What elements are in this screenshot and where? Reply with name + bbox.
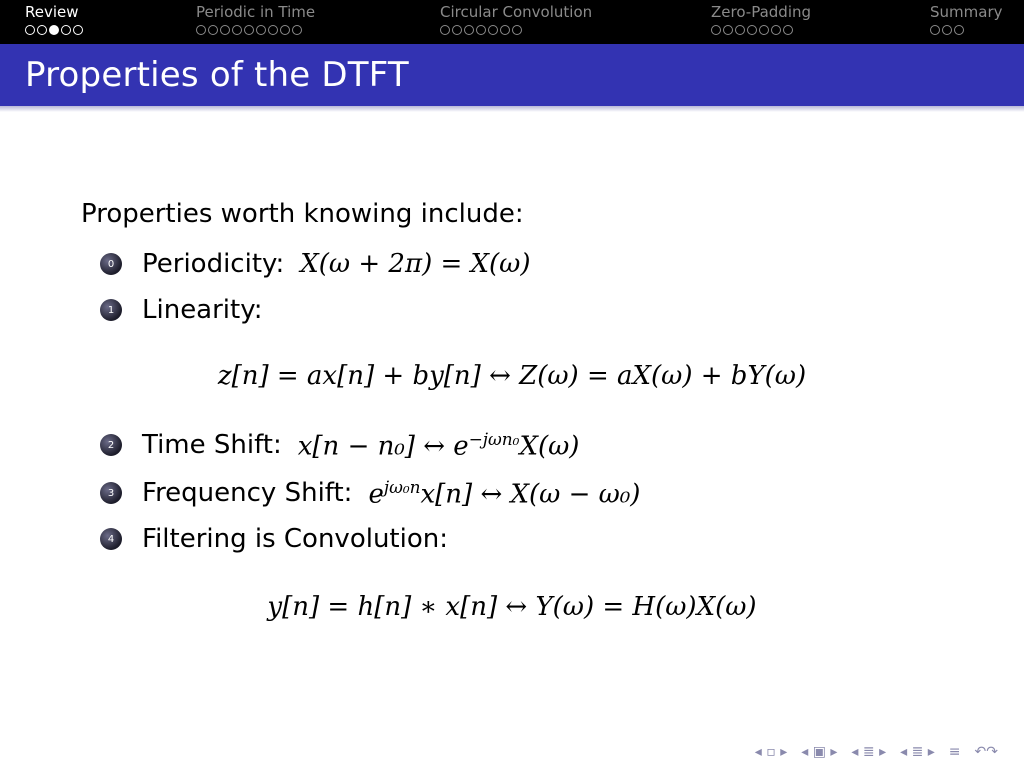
frame-dot[interactable] xyxy=(476,25,486,35)
frame-dot[interactable] xyxy=(280,25,290,35)
frame-dot[interactable] xyxy=(256,25,266,35)
intro-text: Properties worth knowing include: xyxy=(81,199,524,229)
enumerate-bullet: 1 xyxy=(100,299,122,321)
nav-section-title: Summary xyxy=(930,3,1003,21)
frame-dot[interactable] xyxy=(954,25,964,35)
convolution-equation: y[n] = h[n] ∗ x[n] ↔ Y(ω) = H(ω)X(ω) xyxy=(267,592,757,622)
nav-document-icon[interactable]: ◂ ≣ ▸ xyxy=(900,744,935,760)
beamer-navigation-symbols xyxy=(755,744,998,760)
frame-dot[interactable] xyxy=(783,25,793,35)
item-label: Filtering is Convolution: xyxy=(142,524,448,554)
section-navigation-bar xyxy=(0,0,1024,44)
enumerate-bullet: 3 xyxy=(100,482,122,504)
nav-frame-dots xyxy=(196,25,315,35)
item-equation: x[n − n₀] ↔ $e^{-j\omega n_0}X(\omega)$ xyxy=(297,428,580,462)
nav-frame-icon[interactable]: ◂ ▫ ▸ xyxy=(754,744,788,760)
frame-dot[interactable] xyxy=(759,25,769,35)
nav-section-title: Zero-Padding xyxy=(711,3,812,21)
frame-dot[interactable] xyxy=(208,25,218,35)
frame-dot[interactable] xyxy=(61,25,71,35)
nav-subsection-icon[interactable]: ◂ ▣ ▸ xyxy=(801,744,838,760)
enumerate-item xyxy=(100,248,531,280)
frame-dot[interactable] xyxy=(268,25,278,35)
nav-search-icon[interactable]: ↶↷ xyxy=(974,744,998,760)
frame-dot[interactable] xyxy=(930,25,940,35)
nav-section-periodic-in-time[interactable] xyxy=(196,3,315,35)
item-equation: X(ω + 2π) = X(ω) xyxy=(300,249,531,279)
frame-dot[interactable] xyxy=(488,25,498,35)
enumerate-item xyxy=(100,429,579,461)
item-label: Linearity: xyxy=(142,295,263,325)
enumerate-item xyxy=(100,523,448,555)
frame-dot[interactable] xyxy=(747,25,757,35)
nav-section-review[interactable] xyxy=(25,3,83,35)
nav-section-summary[interactable] xyxy=(930,3,1003,35)
frame-dot[interactable] xyxy=(292,25,302,35)
frame-dot[interactable] xyxy=(942,25,952,35)
linearity-equation: z[n] = ax[n] + by[n] ↔ Z(ω) = aX(ω) + bY(ω) xyxy=(217,361,807,391)
frame-dot[interactable] xyxy=(735,25,745,35)
nav-frame-dots xyxy=(25,25,83,35)
enumerate-bullet: 2 xyxy=(100,434,122,456)
frame-dot[interactable] xyxy=(771,25,781,35)
frame-dot[interactable] xyxy=(464,25,474,35)
nav-frame-dots xyxy=(440,25,592,35)
frame-dot[interactable] xyxy=(440,25,450,35)
frame-dot[interactable] xyxy=(37,25,47,35)
frame-dot[interactable] xyxy=(452,25,462,35)
nav-frame-dots xyxy=(711,25,811,35)
nav-section-circular-convolution[interactable] xyxy=(440,3,592,35)
title-bar-shadow xyxy=(0,106,1024,112)
frame-dot[interactable] xyxy=(220,25,230,35)
nav-section-title: Circular Convolution xyxy=(440,3,593,21)
enumerate-item xyxy=(100,477,640,509)
enumerate-item xyxy=(100,294,262,326)
item-equation: $e^{j\omega_0n}x[n]$ ↔ X(ω − ω₀) xyxy=(368,476,641,510)
frame-dot[interactable] xyxy=(73,25,83,35)
enumerate-bullet: 4 xyxy=(100,528,122,550)
item-label: Periodicity: xyxy=(142,249,285,279)
item-label: Frequency Shift: xyxy=(142,478,353,508)
frame-dot[interactable] xyxy=(25,25,35,35)
item-label: Time Shift: xyxy=(142,430,282,460)
nav-section-zero-padding[interactable] xyxy=(711,3,811,35)
frame-dot[interactable] xyxy=(723,25,733,35)
frame-dot[interactable] xyxy=(232,25,242,35)
nav-section-icon[interactable]: ◂ ≣ ▸ xyxy=(851,744,887,760)
frame-dot[interactable] xyxy=(196,25,206,35)
frame-title: Properties of the DTFT xyxy=(25,55,409,95)
nav-section-title: Review xyxy=(25,3,79,21)
frame-dot[interactable] xyxy=(244,25,254,35)
frame-dot[interactable] xyxy=(500,25,510,35)
frame-dot[interactable] xyxy=(711,25,721,35)
enumerate-bullet: 0 xyxy=(100,253,122,275)
nav-section-title: Periodic in Time xyxy=(196,3,316,21)
frame-dot-current[interactable] xyxy=(49,25,59,35)
frame-dot[interactable] xyxy=(512,25,522,35)
nav-align-icon[interactable]: ≡ xyxy=(948,744,961,760)
nav-frame-dots xyxy=(930,25,1003,35)
